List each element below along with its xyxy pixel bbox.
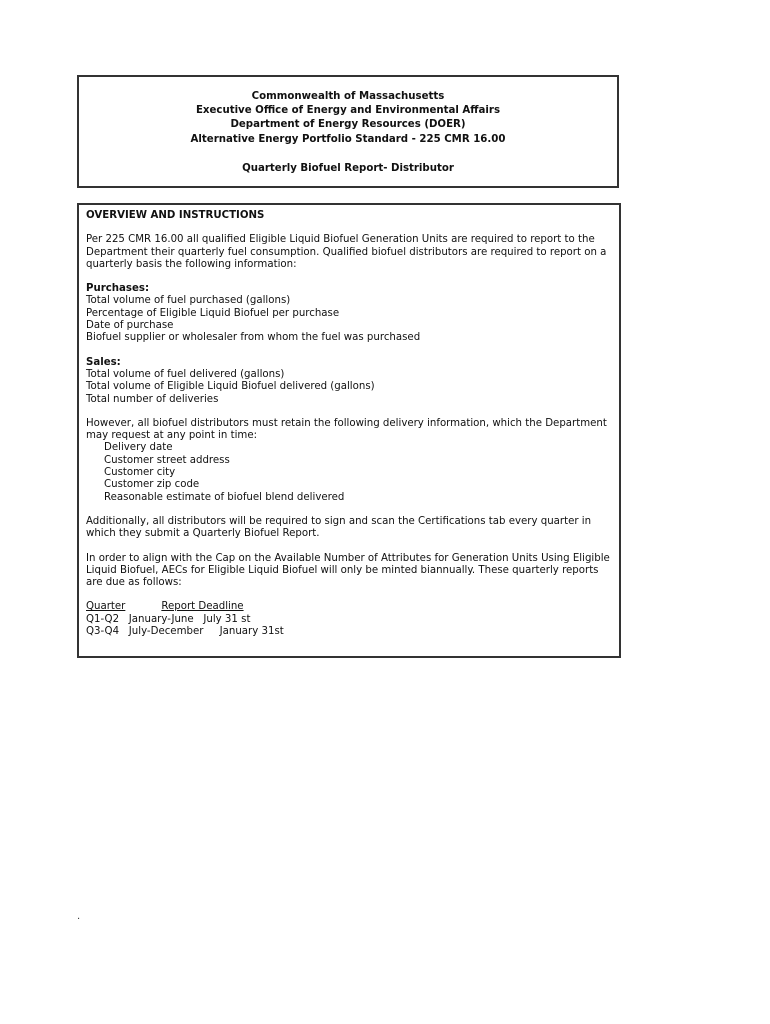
table-row [86,614,611,626]
quarter-cell: Q1-Q2 [86,613,120,625]
list-item: Customer street address [104,454,230,466]
cap-paragraph [86,553,611,590]
list-item: Total volume of fuel purchased (gallons) [86,295,291,307]
list-item: Customer city [104,467,176,479]
list-item: Biofuel supplier or wholesaler from whom the fuel was purchased [86,332,421,344]
deadline-col-report-deadline: Report Deadline [161,601,244,613]
list-item: Date of purchase [86,320,174,332]
purchases-section [86,283,611,344]
overview-heading: OVERVIEW AND INSTRUCTIONS [86,210,265,221]
cap-line: Liquid Biofuel, AECs for Eligible Liquid Biofuel will only be minted biannually. These quarterly reports [86,564,599,576]
deadline-cell: July 31 st [203,613,251,625]
quarter-cell: Q3-Q4 [86,626,120,638]
months-cell: January-June [128,613,194,625]
table-row [86,626,611,638]
header-box [77,75,619,188]
list-item: Delivery date [104,442,173,454]
header-line-doer: Department of Energy Resources (DOER) [230,119,466,131]
deadline-col-quarter: Quarter [86,601,126,613]
cap-line: are due as follows: [86,577,182,589]
retain-line: However, all biofuel distributors must retain the following delivery information, which the Department [86,417,607,429]
intro-paragraph [86,234,611,271]
cap-line: In order to align with the Cap on the Available Number of Attributes for Generation Units Using Eligible [86,552,610,564]
retain-paragraph [86,418,611,504]
list-item: Reasonable estimate of biofuel blend delivered [104,491,345,503]
purchases-title: Purchases: [86,283,150,295]
certification-line: Additionally, all distributors will be required to sign and scan the Certifications tab every quarter in [86,515,592,527]
list-item: Total volume of Eligible Liquid Biofuel delivered (gallons) [86,381,375,393]
certification-paragraph [86,516,611,541]
intro-line: Per 225 CMR 16.00 all qualified Eligible Liquid Biofuel Generation Units are required to report to the [86,234,595,246]
sales-section [86,357,611,406]
page-mark: . [77,911,81,922]
overview-box [77,203,621,658]
header-line-executive-office: Executive Office of Energy and Environmental Affairs [195,105,501,117]
header-line-aeps: Alternative Energy Portfolio Standard - 225 CMR 16.00 [190,133,506,145]
intro-line: Department their quarterly fuel consumption. Qualified biofuel distributors are required to report on a [86,246,607,258]
list-item: Total volume of fuel delivered (gallons) [86,368,285,380]
deadline-cell: January 31st [219,626,284,638]
list-item: Total number of deliveries [86,393,219,405]
sales-title: Sales: [86,356,121,368]
months-cell: July-December [128,626,204,638]
certification-line: which they submit a Quarterly Biofuel Report. [86,528,320,540]
intro-line: quarterly basis the following information: [86,258,297,270]
list-item: Percentage of Eligible Liquid Biofuel per purchase [86,307,340,319]
header-line-commonwealth: Commonwealth of Massachusetts [251,91,445,102]
report-title: Quarterly Biofuel Report- Distributor [242,162,454,174]
deadline-table [86,601,611,638]
list-item: Customer zip code [104,479,200,491]
retain-line: may request at any point in time: [86,430,258,442]
